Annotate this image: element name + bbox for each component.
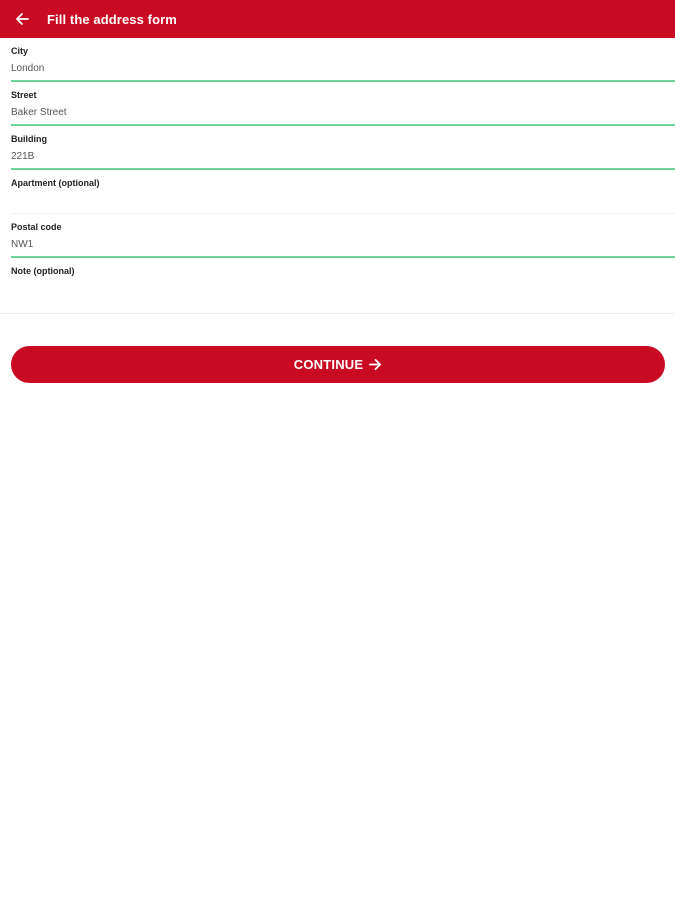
note-label: Note (optional) bbox=[11, 266, 75, 276]
city-field bbox=[0, 38, 675, 82]
apartment-field bbox=[0, 170, 675, 214]
arrow-left-icon bbox=[15, 12, 29, 26]
street-field bbox=[0, 82, 675, 126]
city-label: City bbox=[11, 46, 29, 56]
building-input[interactable] bbox=[11, 148, 661, 164]
back-button[interactable] bbox=[2, 0, 42, 38]
postal-code-label: Postal code bbox=[11, 222, 62, 232]
continue-label: CONTINUE bbox=[293, 357, 364, 372]
building-field bbox=[0, 126, 675, 170]
postal-code-field bbox=[0, 214, 675, 258]
city-input[interactable] bbox=[11, 60, 661, 76]
street-label: Street bbox=[11, 90, 37, 100]
building-label: Building bbox=[11, 134, 47, 144]
postal-code-input[interactable] bbox=[11, 236, 661, 252]
apartment-label: Apartment (optional) bbox=[11, 178, 100, 188]
continue-button[interactable] bbox=[11, 346, 665, 383]
toolbar bbox=[0, 0, 675, 38]
toolbar-title: Fill the address form bbox=[47, 11, 177, 27]
apartment-input[interactable] bbox=[11, 192, 661, 208]
arrow-right-icon bbox=[369, 358, 382, 371]
street-input[interactable] bbox=[11, 104, 661, 120]
note-input[interactable] bbox=[11, 280, 661, 296]
note-field bbox=[0, 258, 675, 302]
form-divider bbox=[0, 313, 675, 314]
